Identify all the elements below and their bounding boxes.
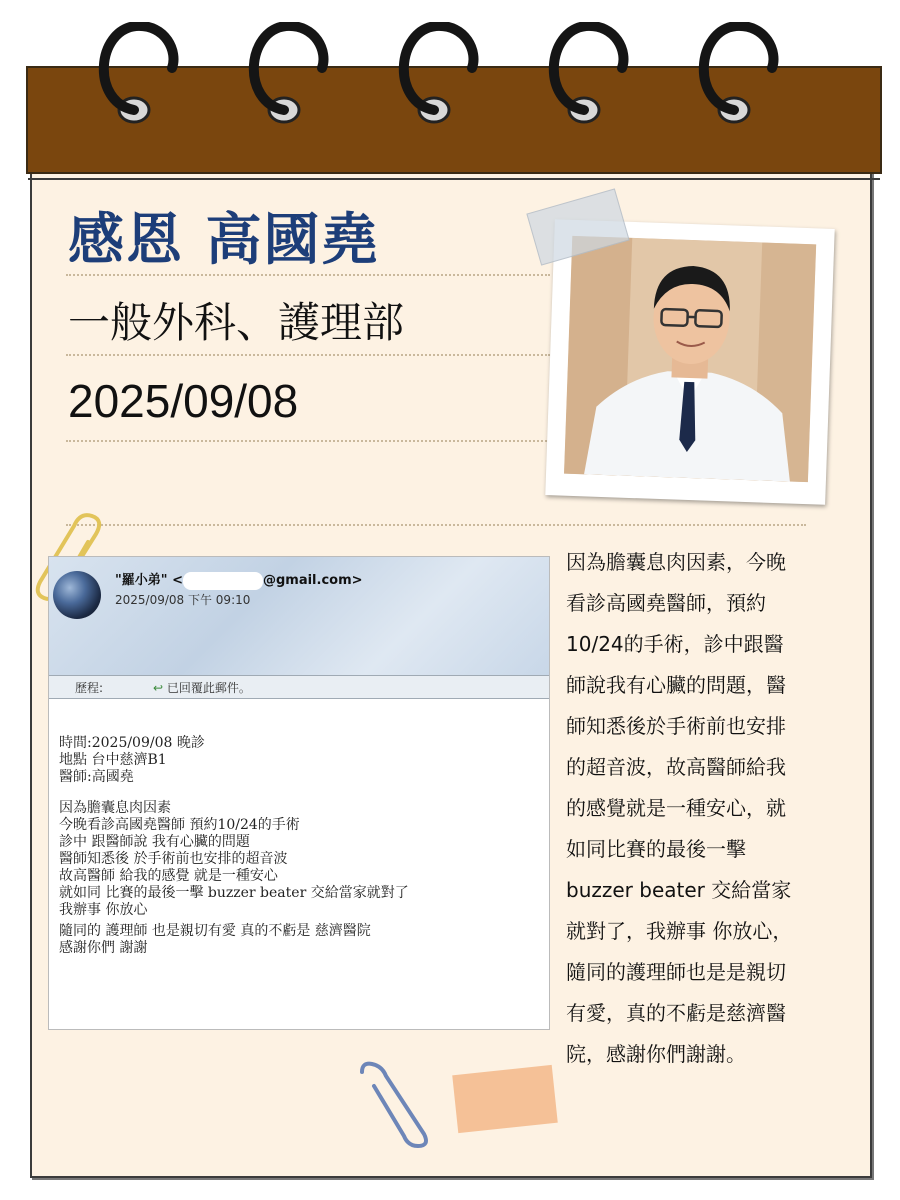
email-body-line: 診中 跟醫師說 我有心臟的問題 <box>59 834 250 850</box>
email-body-line: 因為膽囊息肉因素 <box>59 800 171 816</box>
notebook-ring-icon <box>536 22 636 142</box>
sender-domain: @gmail.com> <box>262 573 363 588</box>
email-body-line: 故高醫師 給我的感覺 就是一種安心 <box>59 868 278 884</box>
email-meta-line: 時間:2025/09/08 晚診 <box>59 735 205 751</box>
redacted-email-mask <box>183 572 263 590</box>
department-label: 一般外科、護理部 <box>68 298 405 347</box>
email-body <box>59 735 539 957</box>
email-body-line: 就如同 比賽的最後一擊 buzzer beater 交給當家就對了 <box>59 885 409 901</box>
email-header <box>49 557 549 675</box>
email-closing-line: 隨同的 護理師 也是親切有愛 真的不虧是 慈濟醫院 <box>59 923 371 939</box>
email-sent-time: 2025/09/08 下午 09:10 <box>115 593 251 607</box>
email-screenshot <box>48 556 550 1030</box>
email-meta-line: 地點 台中慈濟B1 <box>59 752 167 768</box>
notebook-ring-icon <box>236 22 336 142</box>
decor-tape <box>452 1065 558 1133</box>
history-label: 歷程: <box>75 681 104 695</box>
divider <box>66 354 550 356</box>
email-meta-line: 醫師:高國堯 <box>59 769 134 785</box>
page-title: 感恩 高國堯 <box>68 208 380 273</box>
notebook-ring-icon <box>386 22 486 142</box>
email-closing-line: 感謝你們 謝謝 <box>59 940 148 956</box>
divider <box>66 524 806 526</box>
email-body-line: 醫師知悉後 於手術前也安排的超音波 <box>59 851 288 867</box>
email-history-bar <box>49 675 549 699</box>
email-body-line: 今晚看診高國堯醫師 預約10/24的手術 <box>59 817 300 833</box>
doctor-portrait <box>564 236 816 482</box>
divider <box>66 440 550 442</box>
email-body-line: 我辦事 你放心 <box>59 902 148 918</box>
doctor-figure-icon <box>564 236 816 482</box>
email-sender <box>115 569 363 590</box>
date-label: 2025/09/08 <box>68 375 299 427</box>
notebook-ring-icon <box>86 22 186 142</box>
reply-arrow-icon: ↩ <box>153 681 164 695</box>
sender-avatar <box>53 571 101 619</box>
reply-status <box>153 679 251 696</box>
doctor-photo <box>545 219 834 505</box>
reply-status-text: 已回覆此郵件。 <box>166 681 251 695</box>
paperclip-icon <box>354 1060 434 1150</box>
sender-name: "羅小弟" < <box>115 573 183 588</box>
notebook-ring-icon <box>686 22 786 142</box>
testimonial-text: 因為膽囊息肉因素，今晚 看診高國堯醫師，預約 10/24的手術，診中跟醫 師說我有心臟的問題，醫 師知悉後於手術前也安排 的超音波，故高醫師給我 的感覺就是一種安心，就 如同比賽的最後一擊 buzzer beater 交給當家 就對了，我辦事 你放心， 隨同的護理師也是是親切 有愛，真的不虧是慈濟醫 院，感謝你們謝謝。 <box>566 550 793 1066</box>
